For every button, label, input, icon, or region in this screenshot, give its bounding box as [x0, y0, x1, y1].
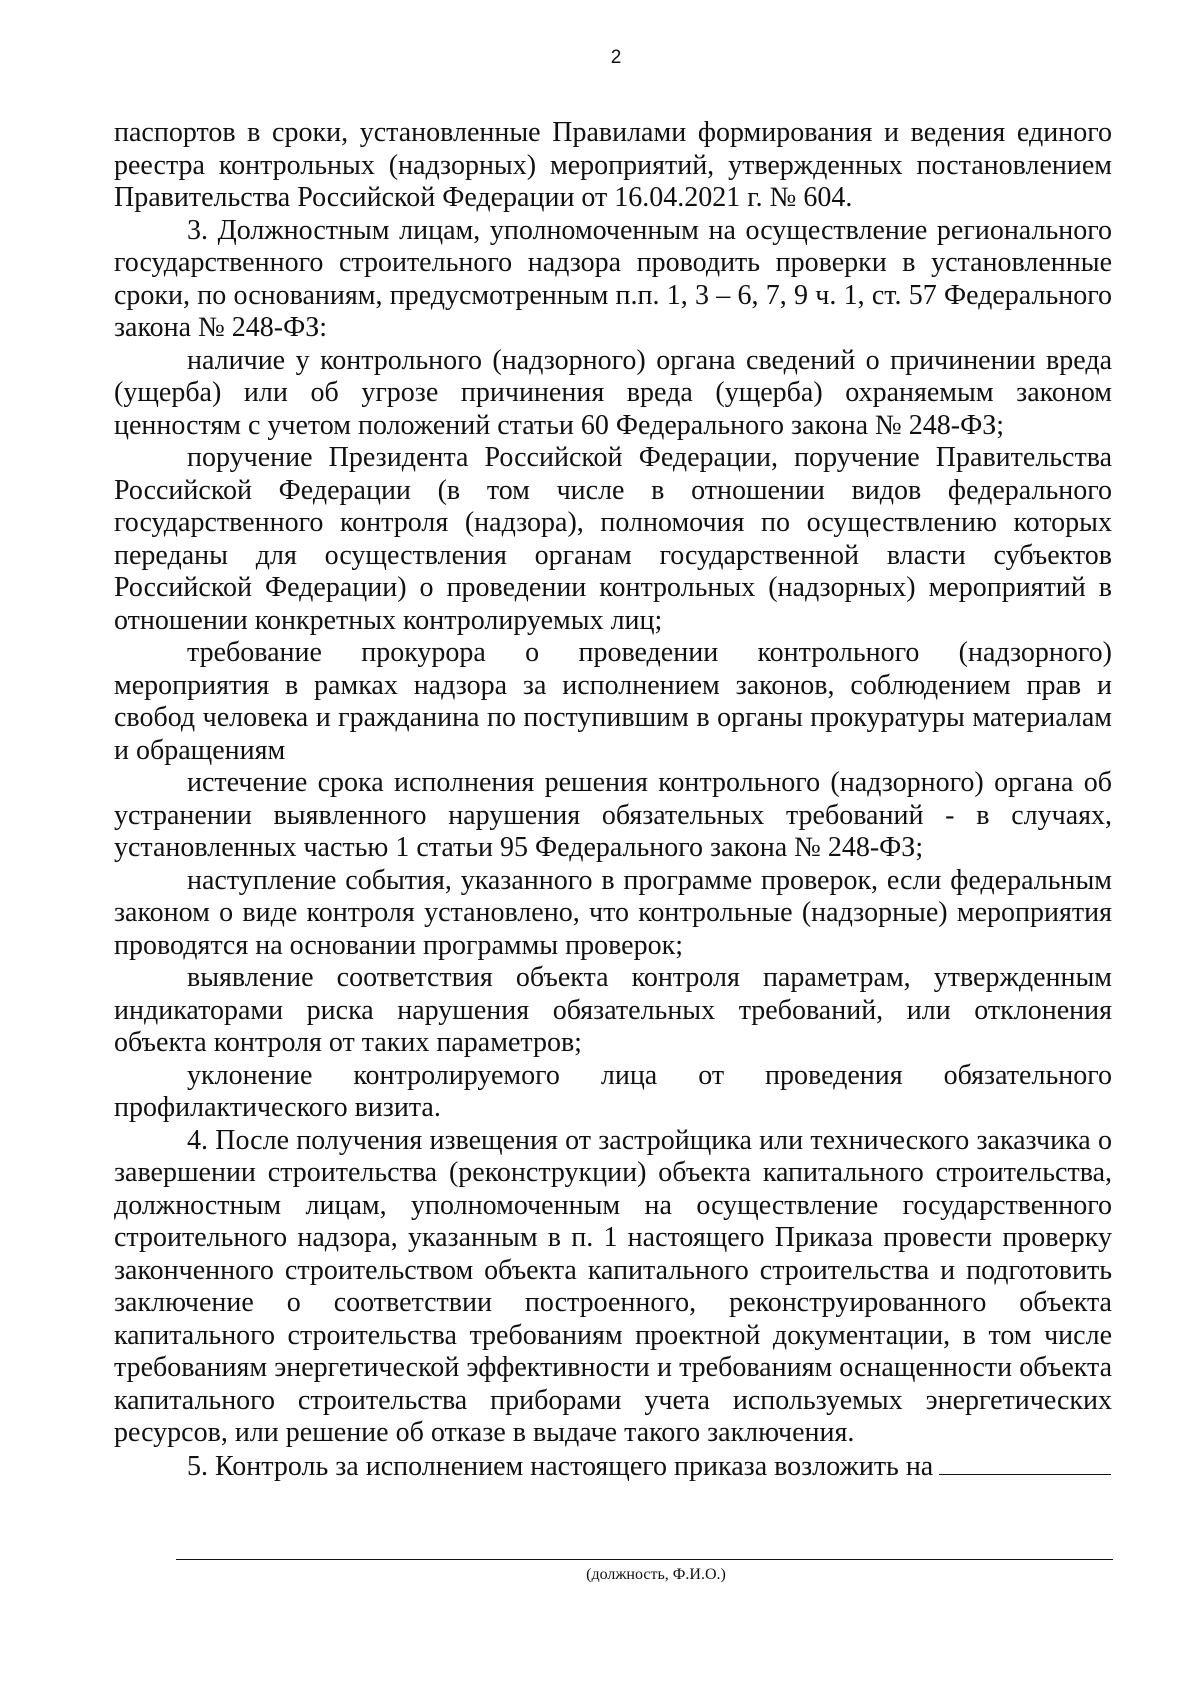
- paragraph-ground-prosecutor: требование прокурора о проведении контрольного (надзорного) мероприятия в рамках надзора за исполнением законов, соблюдением прав и свобод человека и гражданина по поступившим в органы прокуратуры материалам и обращениям: [114, 637, 1112, 766]
- paragraph-ground-harm: наличие у контрольного (надзорного) органа сведений о причинении вреда (ущерба) или об угрозе причинения вреда (ущерба) охраняемым законом ценностям с учетом положений статьи 60 Федерального закона № 248-ФЗ;: [114, 344, 1112, 441]
- paragraph-ground-deadline: истечение срока исполнения решения контрольного (надзорного) органа об устранении выявленного нарушения обязательных требований - в случаях, установленных частью 1 статьи 95 Федерального закона № 248-ФЗ;: [114, 767, 1112, 863]
- document-body: [114, 117, 1112, 1483]
- paragraph-item-3: 3. Должностным лицам, уполномоченным на осуществление регионального государственного строительного надзора проводить проверки в установленные сроки, по основаниям, предусмотренным п.п. 1, 3 – 6, 7, 9 ч. 1, ст. 57 Федерального закона № 248-ФЗ:: [114, 214, 1112, 343]
- paragraph-ground-evasion: уклонение контролируемого лица от проведения обязательного профилактического визита.: [114, 1059, 1112, 1123]
- paragraph-continuation: паспортов в сроки, установленные Правилами формирования и ведения единого реестра контрольных (надзорных) мероприятий, утвержденных постановлением Правительства Российской Федерации от 16.04.2021 г. № 604.: [114, 117, 1112, 213]
- paragraph-item-4: 4. После получения извещения от застройщика или технического заказчика о завершении строительства (реконструкции) объекта капитального строительства, должностным лицам, уполномоченным на осуществление государственного строительного надзора, указанным в п. 1 настоящего Приказа провести проверку законченного строительством объекта капитального строительства и подготовить заключение о соответствии построенного, реконструированного объекта капитального строительства требованиям проектной документации, в том числе требованиям энергетической эффективности и требованиям оснащенности объекта капитального строительства приборами учета используемых энергетических ресурсов, или решение об отказе в выдаче такого заключения.: [114, 1124, 1112, 1448]
- paragraph-ground-instruction: поручение Президента Российской Федерации, поручение Правительства Российской Федерации (в том числе в отношении видов федерального государственного контроля (надзора), полномочия по осуществлению которых переданы для осуществления органам государственной власти субъектов Российской Федерации) о проведении контрольных (надзорных) мероприятий в отношении конкретных контролируемых лиц;: [114, 442, 1112, 636]
- paragraph-ground-event: наступление события, указанного в программе проверок, если федеральным законом о виде контроля установлено, что контрольные (надзорные) мероприятия проводятся на основании программы проверок;: [114, 864, 1112, 961]
- paragraph-ground-indicators: выявление соответствия объекта контроля параметрам, утвержденным индикаторами риска нарушения обязательных требований, или отклонения объекта контроля от таких параметров;: [114, 962, 1112, 1058]
- paragraph-item-5: [114, 1450, 1112, 1484]
- page-number: 2: [610, 47, 622, 68]
- responsible-person-line: [176, 1559, 1113, 1560]
- item-5-text: 5. Контроль за исполнением настоящего приказа возложить на: [187, 1450, 934, 1482]
- signature-blank-line: [939, 1450, 1111, 1475]
- responsible-person-caption: (должность, Ф.И.О.): [586, 1566, 726, 1583]
